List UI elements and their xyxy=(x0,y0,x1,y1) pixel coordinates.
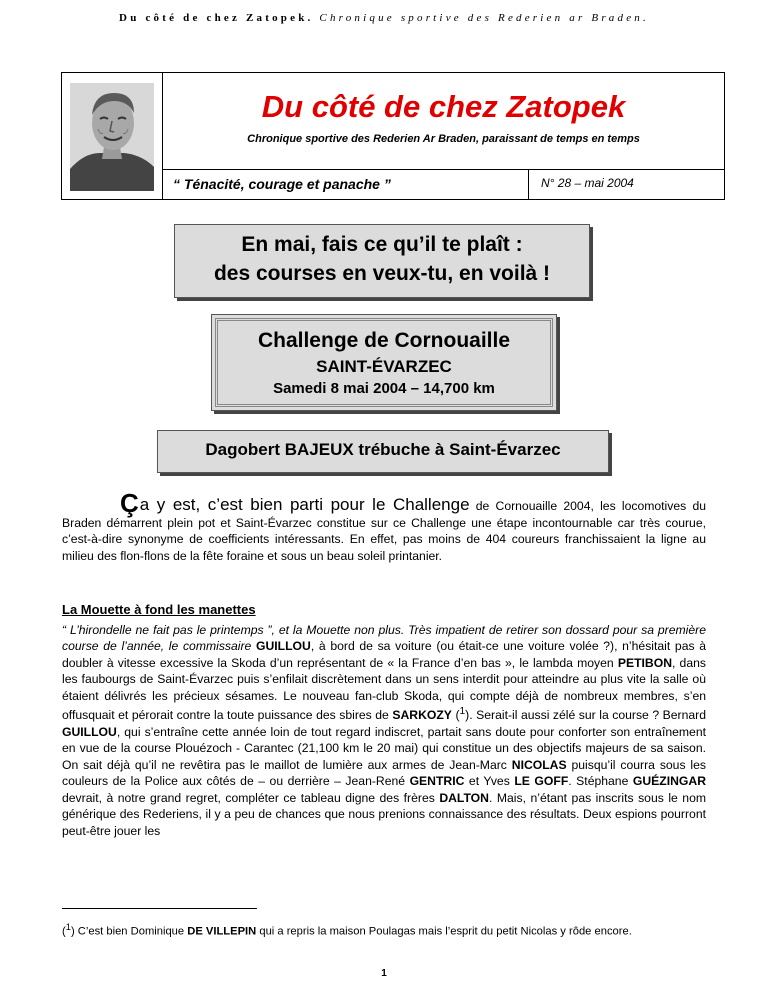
zatopek-photo xyxy=(62,73,163,199)
footnote-number: 1 xyxy=(65,922,71,932)
masthead xyxy=(61,72,725,200)
event-name: Challenge de Cornouaille xyxy=(257,329,511,352)
headline-line-2: des courses en veux-tu, en voilà ! xyxy=(213,262,551,285)
issue-number: N° 28 – mai 2004 xyxy=(541,176,634,190)
footnote-text-end: qui a repris la maison Poulagas mais l’esprit du petit Nicolas y rôde encore. xyxy=(256,925,632,938)
text-run: devrait, à notre grand regret, compléter ce tableau digne des frères xyxy=(62,790,440,805)
text-run: . Stéphane xyxy=(568,774,633,789)
intro-first-words: a y est, c’est bien parti pour le Challenge xyxy=(139,495,470,514)
running-header-title: Du côté de chez Zatopek. xyxy=(119,12,314,24)
portrait-image xyxy=(70,83,154,191)
person-name: NICOLAS xyxy=(511,757,567,772)
person-name: GUILLOU xyxy=(62,724,117,739)
motto-cell xyxy=(163,170,529,199)
footnote-ref[interactable]: 1 xyxy=(459,706,466,717)
article-title: Dagobert BAJEUX trébuche à Saint-Évarzec xyxy=(205,440,561,459)
footnote: ($^1$) C’est bien Dominique DE VILLEPIN qui a repris la maison Poulagas mais l’esprit du petit Nicolas y rôde encore. xyxy=(62,922,632,938)
text-run: ( xyxy=(451,708,460,723)
person-name: DALTON xyxy=(439,790,489,805)
article-title-box xyxy=(157,430,609,473)
text-run: . Mais, n’étant pas inscrits sous le nom générique des Rederiens, il y a peu de chances que nous prenions connaissance des résultats. Deux espions pourront peut-être jouer les xyxy=(62,790,707,838)
person-name: LE GOFF xyxy=(514,774,569,789)
newsletter-title: Du côté de chez Zatopek xyxy=(261,89,626,124)
person-name: SARKOZY xyxy=(392,708,452,723)
footnote-separator xyxy=(62,908,257,909)
text-run: et Yves xyxy=(464,774,515,789)
motto: “ Ténacité, courage et panache ” xyxy=(173,176,391,192)
issue-cell xyxy=(529,170,724,199)
event-place: SAINT-ÉVARZEC xyxy=(316,357,452,376)
footnote-text: C’est bien Dominique xyxy=(74,925,188,938)
text-run: ). Serait-il aussi zélé sur la course ? Bernard xyxy=(465,708,706,723)
text-run: , à bord de sa voiture (ou était-ce une voiture volée ?), n’hésitait pas à doubler à vitesse excessive la Skoda d’un représentant de « la France d’en bas », le lambda moyen xyxy=(62,639,706,670)
article-section xyxy=(62,602,706,839)
newsletter-subtitle: Chronique sportive des Rederien Ar Braden, paraissant de temps en temps xyxy=(247,133,640,145)
person-name: GUILLOU xyxy=(256,639,311,653)
headline-line-1: En mai, fais ce qu’il te plaît : xyxy=(241,233,523,256)
running-header xyxy=(0,12,768,24)
intro-text: de Cornouaille 2004, les locomotives du Braden démarrent plein pot et Saint-Évarzec constitue sur ce Challenge une étape incontournable car très courue, c’est-à-dire synonyme de coefficients intéressants. En effet, pas moins de 404 coureurs franchissaient la ligne au milieu des flon-flons de la fête foraine et sous un beau soleil printanier. xyxy=(62,499,706,563)
event-date-distance: Samedi 8 mai 2004 – 14,700 km xyxy=(273,380,495,397)
text-run: , qui s’entraîne cette année loin de tout regard indiscret, partait sans doute pour conforter son entraînement en vue de la course Plouézoch - Carantec (21,100 km le 20 mai) qui constitue un des objectifs majeurs de sa saison. On sait déjà qu’il ne revêtira pas le maillot de lumière aux armes de Jean-Marc xyxy=(62,724,706,772)
person-name: GUÉZINGAR xyxy=(632,774,707,789)
event-box xyxy=(211,314,557,411)
section-paragraph xyxy=(62,622,706,840)
text-run: puisqu’il courra sous les couleurs de la Police aux côtés de – ou derrière – Jean-René xyxy=(62,757,707,789)
person-name: PETIBON xyxy=(617,655,673,670)
page-number: 1 xyxy=(381,968,387,979)
person-name: GENTRIC xyxy=(409,774,465,789)
section-heading: La Mouette à fond les manettes xyxy=(62,602,256,617)
intro-paragraph xyxy=(62,488,706,564)
text-run: “ L’hirondelle ne fait pas le printemps ”, et la Mouette non plus. Très impatient de retirer son dossard pour sa première course de l’année, le commissaire xyxy=(62,622,706,653)
running-header-subtitle: Chronique sportive des Rederien ar Braden. xyxy=(319,12,649,24)
masthead-title-area xyxy=(163,73,724,170)
footnote-name: DE VILLEPIN xyxy=(187,925,257,938)
drop-cap: Ç xyxy=(120,488,139,518)
text-run: , dans les faubourgs de Saint-Évarzec puis s’enfilait discrètement dans un sens interdit pour atteindre au plus vite la salle où étaient délivrés les précieux sésames. Le nouveau fan-club Skoda, qui compte déjà de nombreux membres, s’en offusquait et pérorait contre la toute puissance des sbires de xyxy=(62,655,706,723)
headline-box xyxy=(174,224,590,298)
